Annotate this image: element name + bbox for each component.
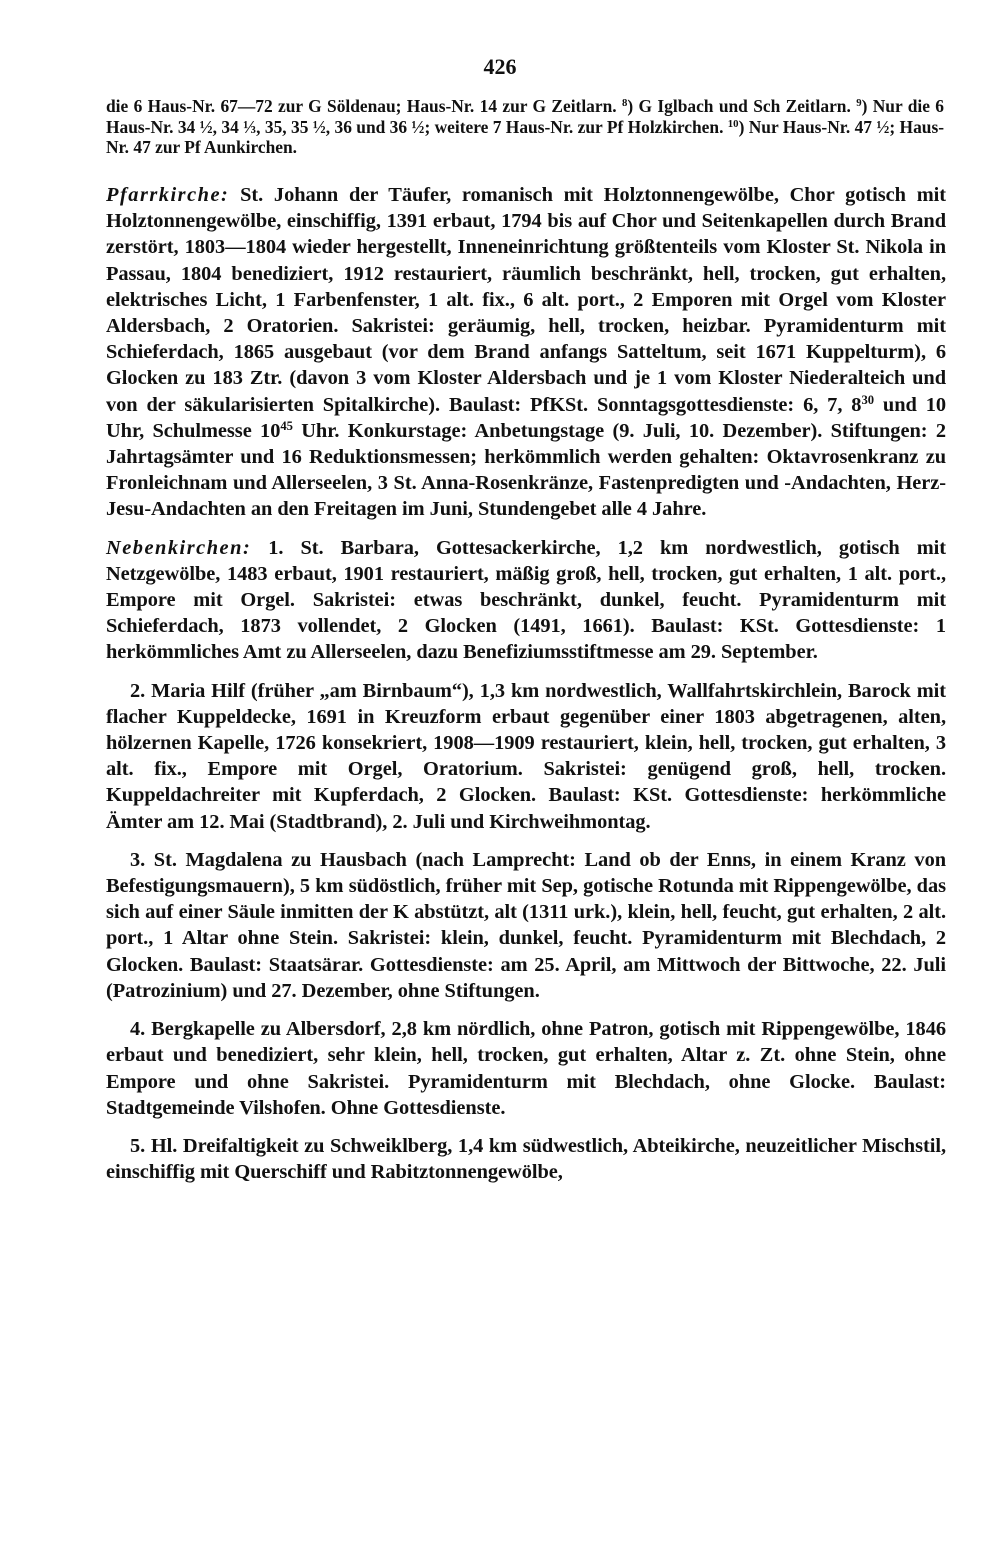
footnotes bbox=[106, 96, 944, 158]
footnote-block: die 6 Haus-Nr. 67—72 zur G Söldenau; Haus-Nr. 14 zur G Zeitlarn. $^8$) G Iglbach und Sch Zeitlarn. $^9$) Nur die 6 Haus-Nr. 34 ½, 34 ⅓, 35, 35 ½, 36 und 36 ½; weitere 7 Haus-Nr. zur Pf Holzkirchen. $^{10}$) Nur Haus-Nr. 47 ½; Haus-Nr. 47 zur Pf Aunkirchen. bbox=[106, 96, 945, 157]
footnote-8-mark: 8 bbox=[621, 97, 628, 110]
nebenkirche-item-1: 1. St. Barbara, Gottesackerkirche, 1,2 km nordwestlich, gotisch mit Netzgewölbe, 1483 erbaut, 1901 restauriert, mäßig groß, hell, trocken, gut erhalten, 1 alt. port., Empore mit Orgel. Sakristei: etwas beschränkt, dunkel, feucht. Pyramidenturm mit Schieferdach, 1873 vollendet, 2 Glocken (1491, 1661). Baulast: KSt. Gottesdienste: 1 herkömmliches Amt zu Allerseelen, dazu Benefiziumsstiftmesse am 29. September. bbox=[106, 536, 946, 664]
pfarrkirche-heading: Pfarrkirche: bbox=[106, 184, 230, 206]
pfarrkirche-text-b: und 10 Uhr, Schulmesse 10 bbox=[106, 393, 946, 442]
nebenkirchen-paragraph bbox=[106, 535, 946, 666]
footnote-8-text: G Iglbach und Sch Zeitlarn. bbox=[638, 96, 851, 116]
time-superscript-2: 45 bbox=[280, 418, 293, 433]
pfarrkirche-text-a: St. Johann der Täufer, romanisch mit Holztonnengewölbe, Chor gotisch mit Holztonnengewölbe, einschiffig, 1391 erbaut, 1794 bis auf Chor und Seitenkapellen durch Brand zerstört, 1803—1804 wieder hergestellt, Inneneinrichtung größtenteils vom Kloster St. Nikola in Passau, 1804 benediziert, 1912 restauriert, räumlich beschränkt, hell, trocken, gut erhalten, elektrisches Licht, 1 Farbenfenster, 1 alt. fix., 6 alt. port., 2 Emporen mit Orgel vom Kloster Aldersbach, 2 Oratorien. Sakristei: geräumig, hell, trocken, heizbar. Pyramidenturm mit Schieferdach, 1865 ausgebaut (vor dem Brand anfangs Satteltum, seit 1671 Kuppelturm), 6 Glocken zu 183 Ztr. (davon 3 vom Kloster Aldersbach und je 1 vom Kloster Niederalteich und von der säkularisierten Spitalkirche). Baulast: PfKSt. Sonntagsgottesdienste: 6, 7, 8 bbox=[106, 184, 946, 416]
pfarrkirche-paragraph bbox=[106, 182, 946, 523]
nebenkirche-item-4: 4. Bergkapelle zu Albersdorf, 2,8 km nördlich, ohne Patron, gotisch mit Rippengewölbe, 1846 erbaut und benediziert, sehr klein, hell, trocken, gut erhalten, Altar z. Zt. ohne Stein, ohne Empore und ohne Sakristei. Pyramidenturm mit Blechdach, ohne Glocke. Baulast: Stadtgemeinde Vilshofen. Ohne Gottesdienste. bbox=[106, 1018, 946, 1119]
page-number: 426 bbox=[483, 54, 517, 79]
nebenkirche-item-5: 5. Hl. Dreifaltigkeit zu Schweiklberg, 1,4 km südwestlich, Abteikirche, neuzeitlicher Mischstil, einschiffig mit Querschiff und Rabitztonnengewölbe, bbox=[106, 1134, 946, 1184]
footnote-10-text: Nur Haus-Nr. 47 ½; Haus-Nr. 47 zur Pf Aunkirchen. bbox=[106, 116, 945, 157]
footnote-9-text: Nur die 6 Haus-Nr. 34 ½, 34 ⅓, 35, 35 ½, 36 und 36 ½; weitere 7 Haus-Nr. zur Pf Holzkirchen. bbox=[106, 96, 944, 137]
footnote-7-tail: die 6 Haus-Nr. 67—72 zur G Söldenau; Haus-Nr. 14 zur G Zeitlarn. bbox=[106, 96, 617, 116]
footnote-10-mark: 10 bbox=[727, 117, 739, 130]
main-text bbox=[106, 182, 946, 1197]
footnote-9-mark: 9 bbox=[856, 97, 862, 110]
pfarrkirche-text-c: Uhr. Konkurstage: Anbetungstage (9. Juli, 10. Dezember). Stiftungen: 2 Jahrtagsämter und 16 Reduktionsmessen; herkömmlich werden gehalten: Oktavrosenkranz zu Fronleichnam und Allerseelen, 3 St. Anna-Rosenkränze, Fastenpredigten und -Andachten, Herz-Jesu-Andachten an den Freitagen im Juni, Stundengebet alle 4 Jahre. bbox=[106, 419, 946, 521]
nebenkirche-item-2: 2. Maria Hilf (früher „am Birnbaum“), 1,3 km nordwestlich, Wallfahrtskirchlein, Barock mit flacher Kuppeldecke, 1691 in Kreuzform erbaut gegenüber einer 1803 abgetragenen, alten, hölzernen Kapelle, 1726 konsekriert, 1908—1909 restauriert, klein, hell, trocken, gut erhalten, 3 alt. fix., Empore mit Orgel, Oratorium. Sakristei: genügend groß, hell, trocken. Kuppeldachreiter mit Kupferdach, 2 Glocken. Baulast: KSt. Gottesdienste: herkömmliche Ämter am 12. Mai (Stadtbrand), 2. Juli und Kirchweihmontag. bbox=[106, 679, 946, 833]
nebenkirche-item-3: 3. St. Magdalena zu Hausbach (nach Lamprecht: Land ob der Enns, in einem Kranz von Befestigungsmauern), 5 km südöstlich, früher mit Sep, gotische Rotunda mit Rippengewölbe, das sich auf einer Säule inmitten der K abstützt, alt (1311 urk.), klein, hell, feucht, gut erhalten, 2 alt. port., 1 Altar ohne Stein. Sakristei: klein, dunkel, feucht. Pyramidenturm mit Blechdach, 2 Glocken. Baulast: Staatsärar. Gottesdienste: am 25. April, am Mittwoch der Bittwoche, 22. Juli (Patrozinium) und 27. Dezember, ohne Stiftungen. bbox=[106, 848, 946, 1002]
nebenkirchen-heading: Nebenkirchen: bbox=[106, 536, 252, 559]
time-superscript-1: 30 bbox=[861, 392, 874, 407]
